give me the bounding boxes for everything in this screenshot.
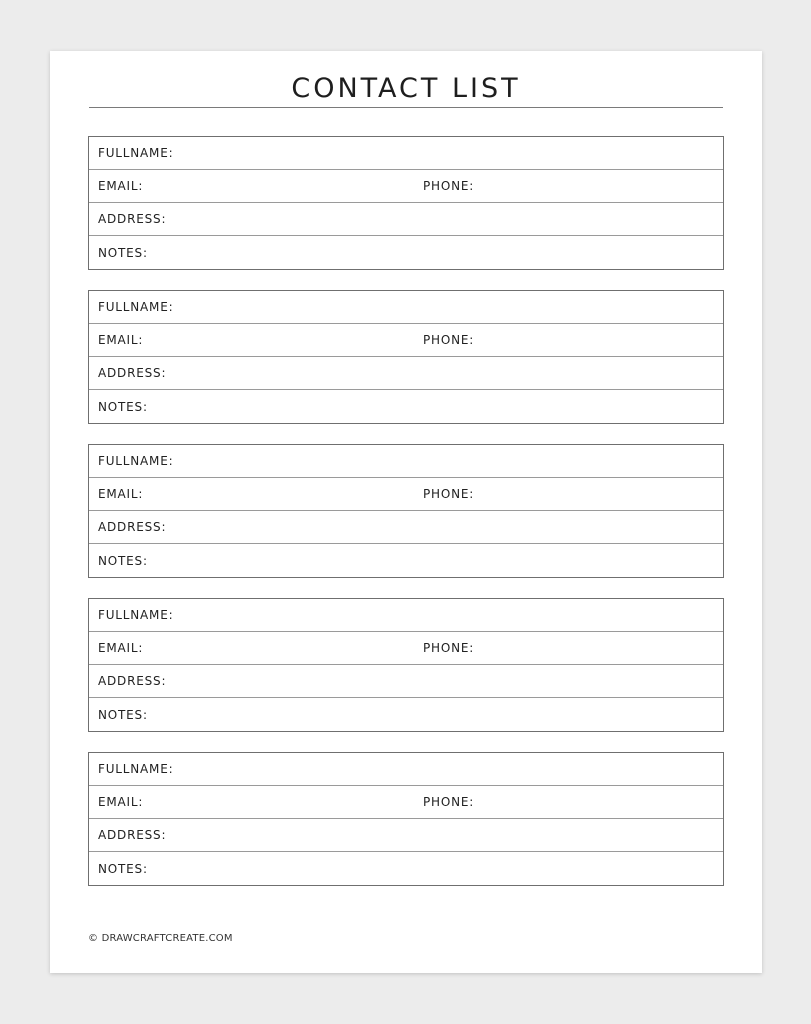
notes-label: NOTES:	[98, 707, 148, 722]
address-row[interactable]	[89, 819, 723, 852]
email-label: EMAIL:	[98, 487, 144, 501]
email-phone-row[interactable]	[89, 786, 723, 819]
fullname-row[interactable]	[89, 599, 723, 632]
notes-row[interactable]	[89, 390, 723, 423]
notes-label: NOTES:	[98, 861, 148, 876]
notes-row[interactable]	[89, 544, 723, 577]
notes-label: NOTES:	[98, 399, 148, 414]
fullname-row[interactable]	[89, 445, 723, 478]
contact-card-3	[88, 444, 724, 578]
email-phone-row[interactable]	[89, 632, 723, 665]
contact-card-5	[88, 752, 724, 886]
address-row[interactable]	[89, 511, 723, 544]
copyright-footer: © DRAWCRAFTCREATE.COM	[88, 933, 233, 944]
notes-row[interactable]	[89, 852, 723, 885]
email-label: EMAIL:	[98, 641, 144, 655]
title-divider	[89, 107, 723, 108]
address-row[interactable]	[89, 357, 723, 390]
phone-label: PHONE:	[423, 641, 475, 655]
fullname-row[interactable]	[89, 137, 723, 170]
contact-card-2	[88, 290, 724, 424]
notes-row[interactable]	[89, 236, 723, 269]
notes-label: NOTES:	[98, 245, 148, 260]
contact-cards	[88, 136, 724, 906]
address-label: ADDRESS:	[98, 674, 167, 688]
phone-label: PHONE:	[423, 333, 475, 347]
printable-sheet	[50, 51, 762, 973]
email-phone-row[interactable]	[89, 324, 723, 357]
address-row[interactable]	[89, 665, 723, 698]
fullname-row[interactable]	[89, 753, 723, 786]
fullname-row[interactable]	[89, 291, 723, 324]
address-label: ADDRESS:	[98, 520, 167, 534]
address-label: ADDRESS:	[98, 828, 167, 842]
notes-row[interactable]	[89, 698, 723, 731]
fullname-label: FULLNAME:	[98, 454, 174, 468]
phone-label: PHONE:	[423, 487, 475, 501]
address-row[interactable]	[89, 203, 723, 236]
notes-label: NOTES:	[98, 553, 148, 568]
fullname-label: FULLNAME:	[98, 300, 174, 314]
email-label: EMAIL:	[98, 333, 144, 347]
fullname-label: FULLNAME:	[98, 762, 174, 776]
fullname-label: FULLNAME:	[98, 608, 174, 622]
phone-label: PHONE:	[423, 179, 475, 193]
fullname-label: FULLNAME:	[98, 146, 174, 160]
email-label: EMAIL:	[98, 179, 144, 193]
address-label: ADDRESS:	[98, 366, 167, 380]
contact-card-4	[88, 598, 724, 732]
page-title: CONTACT LIST	[291, 73, 521, 104]
email-phone-row[interactable]	[89, 478, 723, 511]
email-label: EMAIL:	[98, 795, 144, 809]
phone-label: PHONE:	[423, 795, 475, 809]
contact-card-1	[88, 136, 724, 270]
email-phone-row[interactable]	[89, 170, 723, 203]
address-label: ADDRESS:	[98, 212, 167, 226]
